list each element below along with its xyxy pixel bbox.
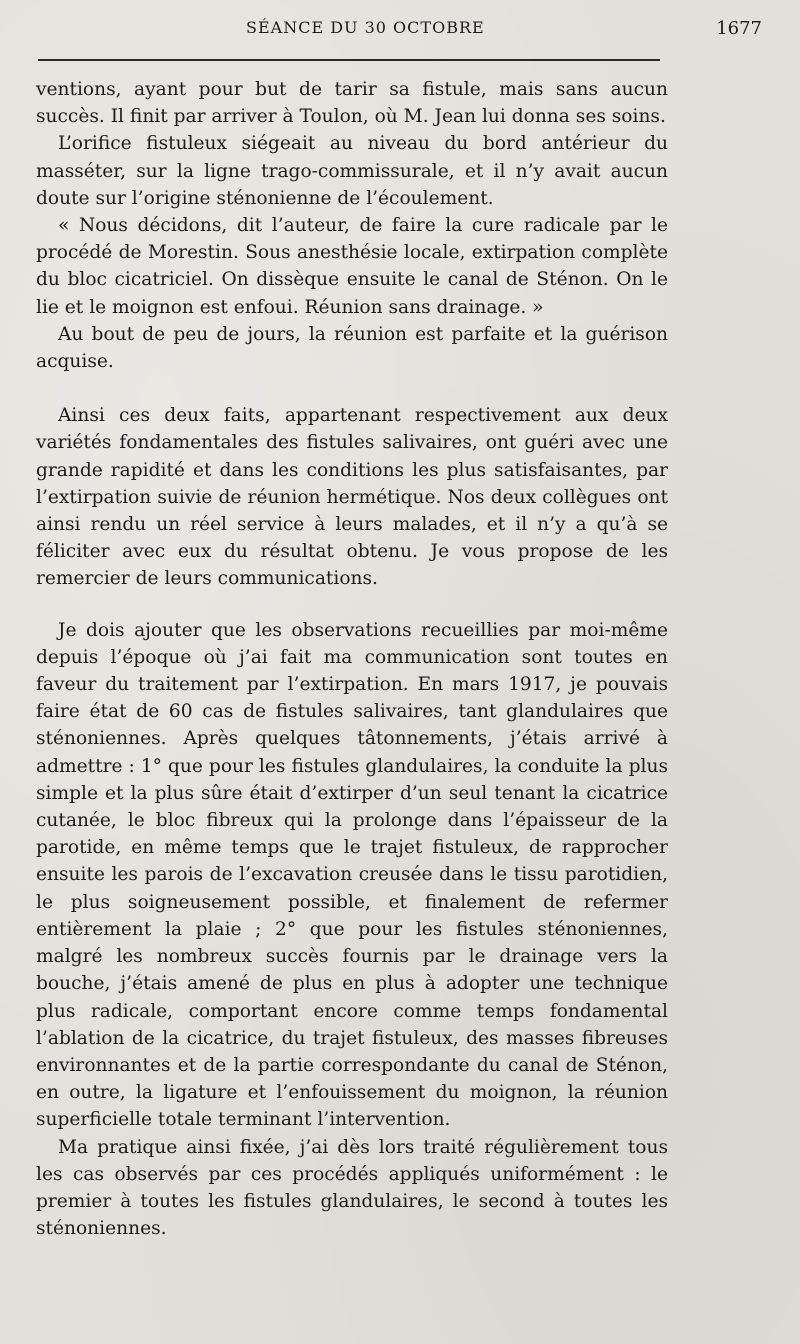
page-number: 1677	[716, 18, 762, 39]
paragraph-conclusion: Ainsi ces deux faits, appartenant respectivement aux deux variétés fondamentales des fistules salivaires, ont guéri avec une grande rapidité et dans les conditions les plus satisfaisantes, par l’extirpation suivie de réunion hermétique. Nos deux collègues ont ainsi rendu un réel service à leurs malades, et il n’y a qu’à se féliciter avec eux du résultat obtenu. Je vous propose de les remercier de leurs communications.	[36, 405, 668, 590]
paragraph-fistula-location: L’orifice fistuleux siégeait au niveau du bord antérieur du masséter, sur la ligne trago-commissurale, et il n’y avait aucun doute sur l’origine sténonienne de l’écoulement.	[36, 133, 668, 209]
header-rule	[38, 59, 660, 61]
running-head	[38, 18, 762, 44]
paragraph-continuation: ventions, ayant pour but de tarir sa fistule, mais sans aucun succès. Il finit par arriver à Toulon, où M. Jean lui donna ses soins.	[36, 79, 668, 128]
paragraph-practice: Ma pratique ainsi fixée, j’ai dès lors traité régulièrement tous les cas observés par ces procédés appliqués uniformément : le premier à toutes les fistules glandulaires, le second à toutes les sténoniennes.	[36, 1136, 668, 1240]
paragraph-author-observations: Je dois ajouter que les observations recueillies par moi-même depuis l’époque où j’ai fait ma communication sont toutes en faveur du traitement par l’extirpation. En mars 1917, je pouvais faire état de 60 cas de fistules salivaires, tant glandulaires que sténoniennes. Après quelques tâtonnements, j’étais arrivé à admettre : 1° que pour les fistules glandulaires, la conduite la plus simple et la plus sûre était d’extirper d’un seul tenant la cicatrice cutanée, le bloc fibreux qui la prolonge dans l’épaisseur de la parotide, en même temps que le trajet fistuleux, de rapprocher ensuite les parois de l’excavation creusée dans le tissu parotidien, le plus soigneusement possible, et finalement de refermer entièrement la plaie ; 2° que pour les fistules sténoniennes, malgré les nombreux succès fournis par le drainage vers la bouche, j’étais amené de plus en plus à adopter une technique plus radicale, comportant encore comme temps fondamental l’ablation de la cicatrice, du trajet fistuleux, des masses fibreuses environnantes et de la partie correspondante du canal de Sténon, en outre, la ligature et l’enfouissement du moignon, la réunion superficielle totale terminant l’intervention.	[36, 619, 668, 1131]
paragraph-healing: Au bout de peu de jours, la réunion est parfaite et la guérison acquise.	[36, 323, 668, 373]
paragraph-quoted-procedure: « Nous décidons, dit l’auteur, de faire la cure radicale par le procédé de Morestin. Sous anesthésie locale, extirpation complète du bloc cicatriciel. On dissèque ensuite le canal de Sténon. On le lie et le moignon est enfoui. Réunion sans drainage. »	[36, 215, 668, 318]
running-title: SÉANCE DU 30 OCTOBRE	[246, 18, 485, 37]
body-text	[36, 76, 668, 1242]
